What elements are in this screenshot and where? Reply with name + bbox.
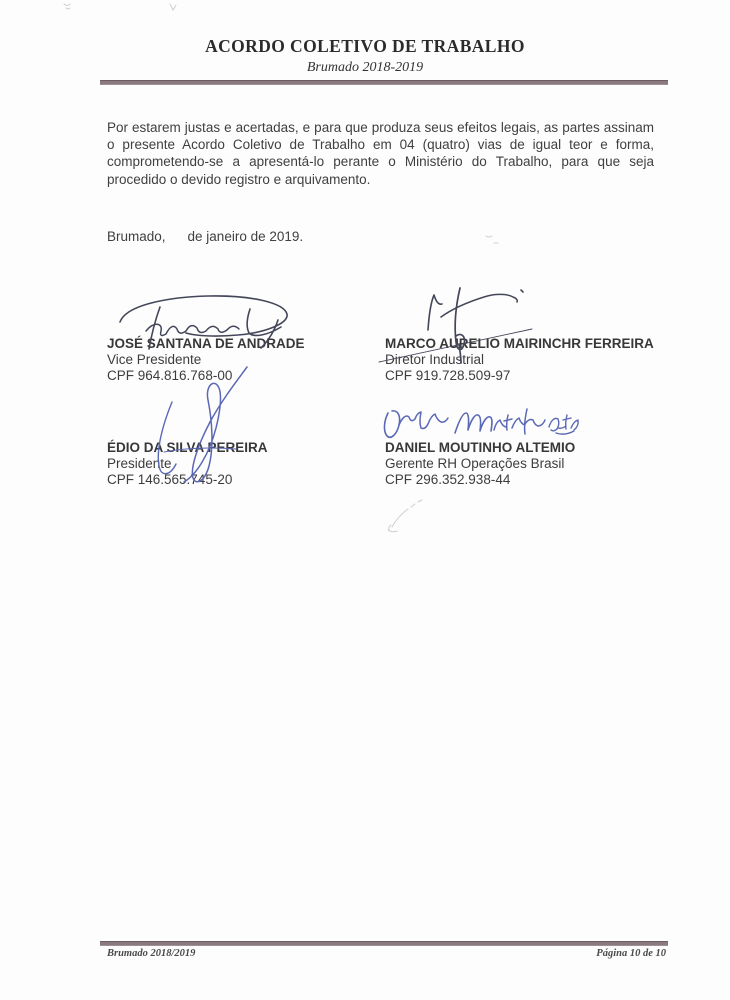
signatory-cpf: CPF 146.565.745-20 [107, 472, 233, 487]
signatory-role: Diretor Industrial [385, 352, 485, 367]
header-rule [100, 80, 668, 85]
signatory-cpf: CPF 919.728.509-97 [385, 368, 511, 383]
document-title: ACORDO COLETIVO DE TRABALHO [205, 36, 525, 56]
signatory-block-jose-santana [107, 336, 397, 384]
dateline-city: Brumado, [107, 229, 166, 244]
footer-rule [100, 941, 668, 946]
signatory-name: ÉDIO DA SILVA PEREIRA [107, 440, 268, 455]
body-paragraph: Por estarem justas e acertadas, e para que produza seus efeitos legais, as partes assinam o presente Acordo Coletivo de Trabalho em 04 (quatro) vias de igual teor e forma, comprometendo-se a apresentá-lo perante o Ministério do Trabalho, para que seja procedido o devido registro e arquivamento. [107, 120, 654, 187]
footer-page-number: Página 10 de 10 [596, 948, 666, 959]
signatory-block-edio-pereira [107, 440, 397, 488]
signatory-block-marco-aurelio [385, 336, 675, 384]
signatory-cpf: CPF 964.816.768-00 [107, 368, 233, 383]
dateline-rest: de janeiro de 2019. [187, 229, 304, 244]
document-subtitle: Brumado 2018-2019 [306, 60, 424, 75]
signatory-name: JOSÉ SANTANA DE ANDRADE [107, 336, 305, 351]
signatory-cpf: CPF 296.352.938-44 [385, 472, 511, 487]
scan-artifact-top-center [170, 4, 176, 10]
footer-doc-reference: Brumado 2018/2019 [107, 948, 196, 959]
signatory-block-daniel-moutinho [385, 440, 675, 488]
signatory-name: DANIEL MOUTINHO ALTEMIO [385, 440, 576, 455]
signature-daniel-moutinho-icon [384, 409, 578, 437]
signatory-name: MARCO AURELIO MAIRINCHR FERREIRA [385, 336, 654, 351]
scan-artifact-top-left [64, 4, 70, 9]
pencil-scribble [388, 500, 422, 532]
signatory-role: Presidente [107, 456, 172, 471]
signatory-role: Vice Presidente [107, 352, 202, 367]
scan-artifact-dateline [486, 236, 498, 243]
signatory-role: Gerente RH Operações Brasil [385, 456, 565, 471]
dateline [107, 229, 303, 244]
